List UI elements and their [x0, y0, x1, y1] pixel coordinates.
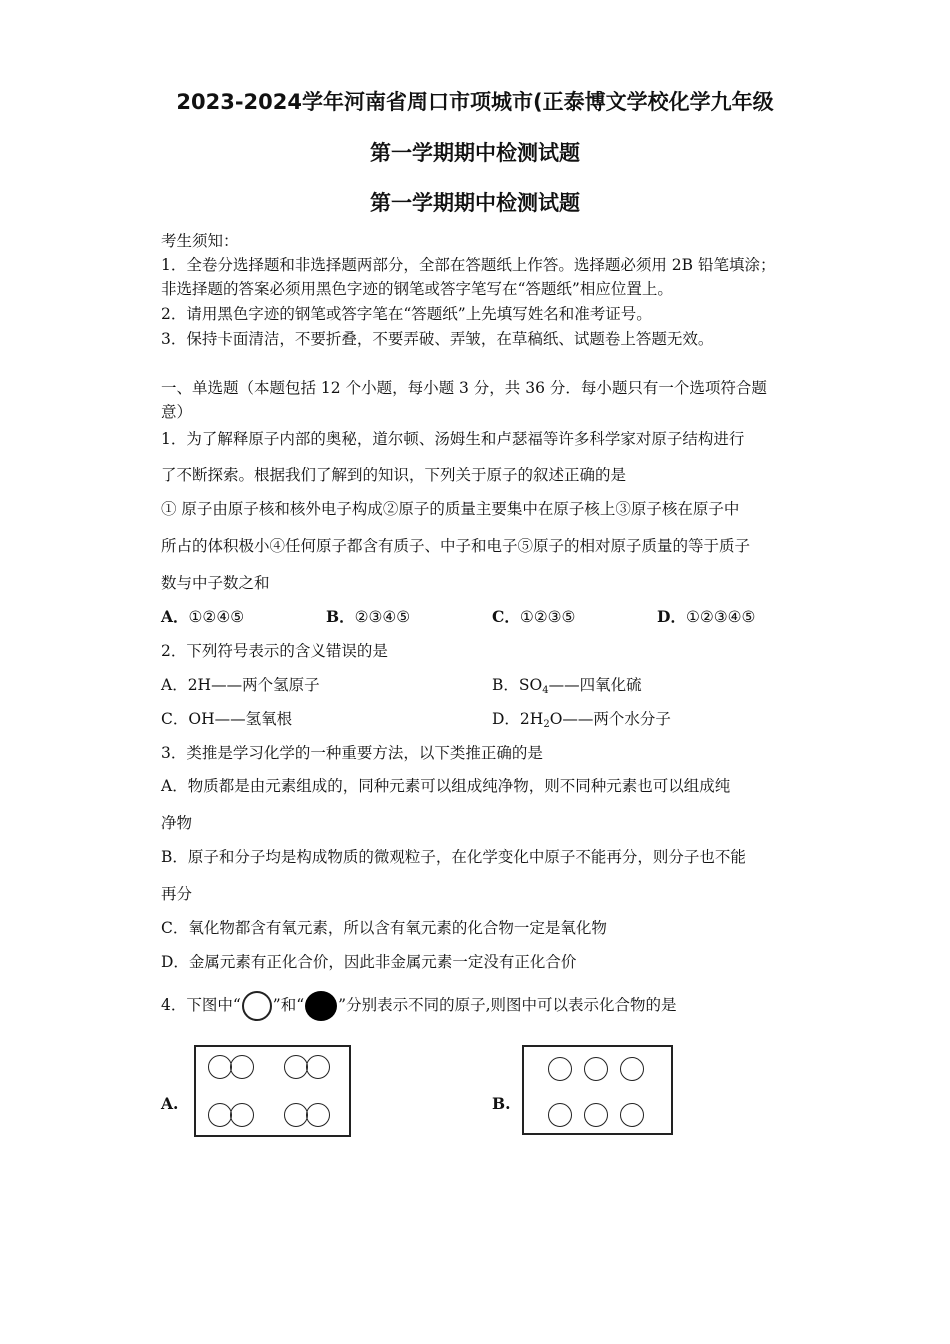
option-label: C．	[492, 607, 520, 626]
option-text: ①②③④⑤	[685, 608, 756, 626]
q1-option-a	[161, 605, 244, 627]
q2-option-b-subscript: 4	[542, 685, 549, 696]
option-text: ①②④⑤	[188, 608, 245, 626]
section-heading-line2: 意）	[161, 403, 193, 421]
q4-option-a-label: A.	[161, 1094, 179, 1113]
q4-option-b-label: B.	[492, 1094, 511, 1113]
atom-open	[620, 1103, 644, 1127]
q4-stem	[161, 989, 677, 1021]
option-label: B．	[326, 607, 355, 626]
q1-option-b	[326, 605, 410, 627]
q4-stem-middle: ”和“	[272, 996, 305, 1014]
q1-stem-line1: 1．为了解释原子内部的奥秘，道尔顿、汤姆生和卢瑟福等许多科学家对原子结构进行	[161, 430, 745, 448]
page-subtitle-repeat: 第一学期期中检测试题	[370, 191, 580, 215]
q4-stem-prefix: 4．下图中“	[161, 996, 241, 1014]
q3-option-c: C．氧化物都含有氧元素，所以含有氧元素的化合物一定是氧化物	[161, 919, 607, 937]
option-text: ②③④⑤	[354, 608, 411, 626]
q1-option-d	[657, 605, 755, 627]
open-atom-icon	[242, 991, 272, 1021]
q3-stem: 3．类推是学习化学的一种重要方法，以下类推正确的是	[161, 744, 543, 762]
q2-option-d-subscript: 2	[543, 719, 550, 730]
option-label: D．	[657, 607, 686, 626]
q3-option-b-line2: 再分	[161, 885, 193, 903]
q2-option-a: A．2H——两个氢原子	[161, 676, 320, 694]
atom-open	[306, 1055, 330, 1079]
option-label: A．	[161, 607, 189, 626]
atom-open	[584, 1103, 608, 1127]
filled-atom-icon	[305, 991, 337, 1021]
q2-option-b	[492, 673, 642, 696]
q2-option-b-suffix: ——四氧化硫	[548, 676, 642, 694]
q1-stem-line5: 数与中子数之和	[161, 574, 270, 592]
q1-stem-line3: ① 原子由原子核和核外电子构成②原子的质量主要集中在原子核上③原子核在原子中	[161, 500, 740, 518]
page-title: 2023-2024学年河南省周口市项城市(正泰博文学校化学九年级	[176, 90, 774, 114]
atom-open	[284, 1055, 308, 1079]
q3-option-d: D．金属元素有正化合价，因此非金属元素一定没有正化合价	[161, 953, 577, 971]
q2-stem: 2．下列符号表示的含义错误的是	[161, 642, 388, 660]
atom-open	[230, 1055, 254, 1079]
option-text: ①②③⑤	[519, 608, 576, 626]
q3-option-a-line2: 净物	[161, 814, 193, 832]
q4-option-b-diagram	[522, 1045, 673, 1135]
notice-item-2: 2．请用黑色字迹的钢笔或答字笔在“答题纸”上先填写姓名和准考证号。	[161, 305, 652, 323]
atom-open	[548, 1103, 572, 1127]
atom-open	[230, 1103, 254, 1127]
q4-option-a-diagram	[194, 1045, 351, 1137]
page-subtitle: 第一学期期中检测试题	[370, 141, 580, 165]
q3-option-a-line1: A．物质都是由元素组成的，同种元素可以组成纯净物，则不同种元素也可以组成纯	[161, 777, 731, 795]
q2-option-d	[492, 707, 671, 730]
atom-open	[284, 1103, 308, 1127]
atom-open	[208, 1103, 232, 1127]
notice-item-1a: 1．全卷分选择题和非选择题两部分，全部在答题纸上作答。选择题必须用 2B 铅笔填涂；	[161, 256, 776, 274]
atom-open	[306, 1103, 330, 1127]
q1-option-c	[492, 605, 575, 627]
q4-stem-suffix: ”分别表示不同的原子,则图中可以表示化合物的是	[338, 996, 677, 1014]
q2-option-c: C．OH——氢氧根	[161, 710, 293, 728]
q2-option-b-prefix: B．SO	[492, 676, 543, 694]
notice-item-1b: 非选择题的答案必须用黑色字迹的钢笔或答字笔写在“答题纸”相应位置上。	[161, 280, 673, 298]
q1-stem-line4: 所占的体积极小④任何原子都含有质子、中子和电子⑤原子的相对原子质量的等于质子	[161, 537, 751, 555]
q2-option-d-prefix: D．2H	[492, 710, 544, 728]
q2-option-d-suffix: O——两个水分子	[549, 710, 671, 728]
atom-open	[548, 1057, 572, 1081]
atom-open	[584, 1057, 608, 1081]
notice-heading: 考生须知：	[161, 232, 239, 250]
section-heading-line1: 一、单选题（本题包括 12 个小题，每小题 3 分，共 36 分．每小题只有一个选项符合题	[161, 379, 767, 397]
q3-option-b-line1: B．原子和分子均是构成物质的微观粒子，在化学变化中原子不能再分，则分子也不能	[161, 848, 746, 866]
atom-open	[620, 1057, 644, 1081]
atom-open	[208, 1055, 232, 1079]
notice-item-3: 3．保持卡面清洁，不要折叠，不要弄破、弄皱，在草稿纸、试题卷上答题无效。	[161, 330, 714, 348]
q1-stem-line2: 了不断探索。根据我们了解到的知识，下列关于原子的叙述正确的是	[161, 466, 627, 484]
